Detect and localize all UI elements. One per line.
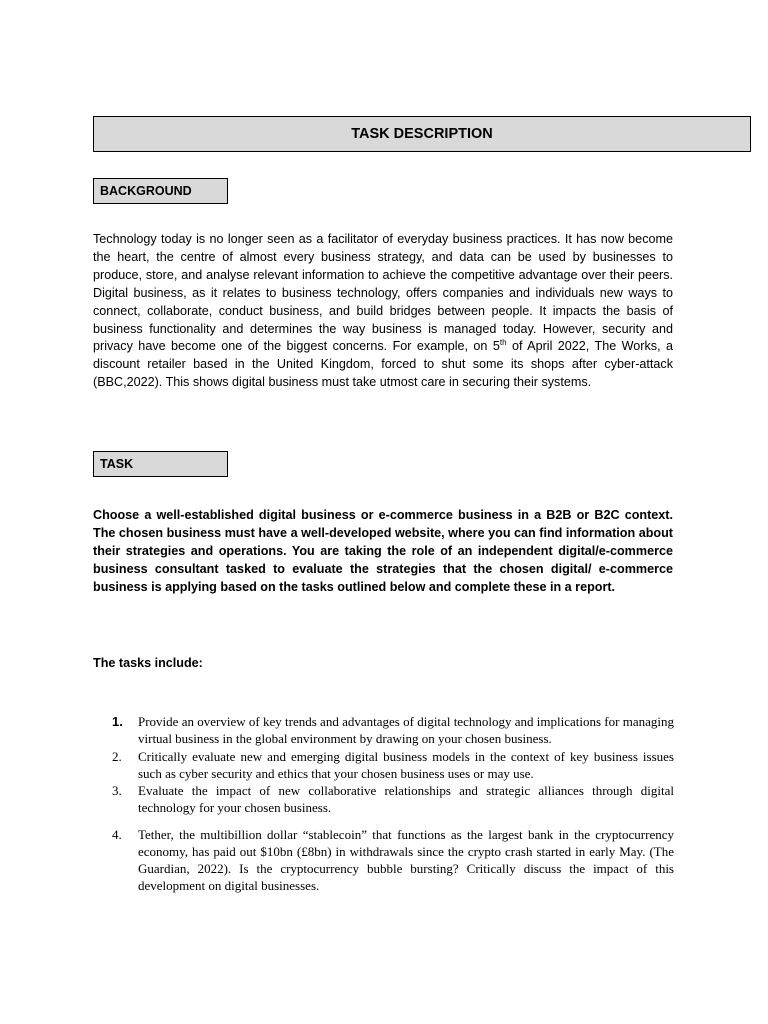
task-heading: TASK (93, 451, 228, 477)
list-item (112, 748, 674, 782)
date-superscript: th (499, 338, 507, 348)
list-item-number: 4. (112, 827, 122, 842)
task-list (112, 713, 674, 894)
list-item-number: 1. (112, 714, 123, 729)
list-item-text: Critically evaluate new and emerging digital business models in the context of key business issues such as cyber security and ethics that your chosen business uses or may use. (138, 749, 674, 781)
list-item-text: Evaluate the impact of new collaborative relationships and strategic alliances through digital technology for your chosen business. (138, 783, 674, 815)
background-text-part2: of April 2022, The Works, a discount retailer based in the United Kingdom, forced to shut some its shops after cyber-attack (BBC,2022). This shows digital business must take utmost care in securing their systems. (93, 339, 673, 390)
list-item-text: Tether, the multibillion dollar “stablecoin” that functions as the largest bank in the cryptocurrency economy, has paid out $10bn (£8bn) in withdrawals since the crypto crash started in early May. (The Guardian, 2022). Is the cryptocurrency bubble bursting? Critically discuss the impact of this development on digital businesses. (138, 827, 674, 893)
background-paragraph (93, 231, 673, 392)
list-item-number: 3. (112, 783, 122, 798)
task-paragraph: Choose a well-established digital business or e-commerce business in a B2B or B2C context. The chosen business must have a well-developed website, where you can find information about their strategies and operations. You are taking the role of an independent digital/e-commerce business consultant tasked to evaluate the strategies that the chosen digital/ e-commerce business is applying based on the tasks outlined below and complete these in a report. (93, 508, 673, 594)
list-item (112, 826, 674, 894)
list-item (112, 782, 674, 816)
background-text-part1: Technology today is no longer seen as a facilitator of everyday business practices. It has now become the heart, the centre of almost every business strategy, and data can be used by businesses to produce, store, and analyse relevant information to achieve the competitive advantage over their peers. Digital business, as it relates to business technology, offers companies and individuals new ways to connect, collaborate, conduct business, and build bridges between people. It impacts the basis of business functionality and determines the way business is managed today. However, security and privacy have become one of the biggest concerns. For example, on 5 (93, 232, 673, 354)
tasks-intro: The tasks include: (93, 656, 203, 670)
page-title: TASK DESCRIPTION (93, 116, 751, 152)
list-item-text: Provide an overview of key trends and advantages of digital technology and implications for managing virtual business in the global environment by drawing on your chosen business. (138, 714, 674, 746)
list-item (112, 713, 674, 747)
list-item-number: 2. (112, 749, 122, 764)
background-heading: BACKGROUND (93, 178, 228, 204)
